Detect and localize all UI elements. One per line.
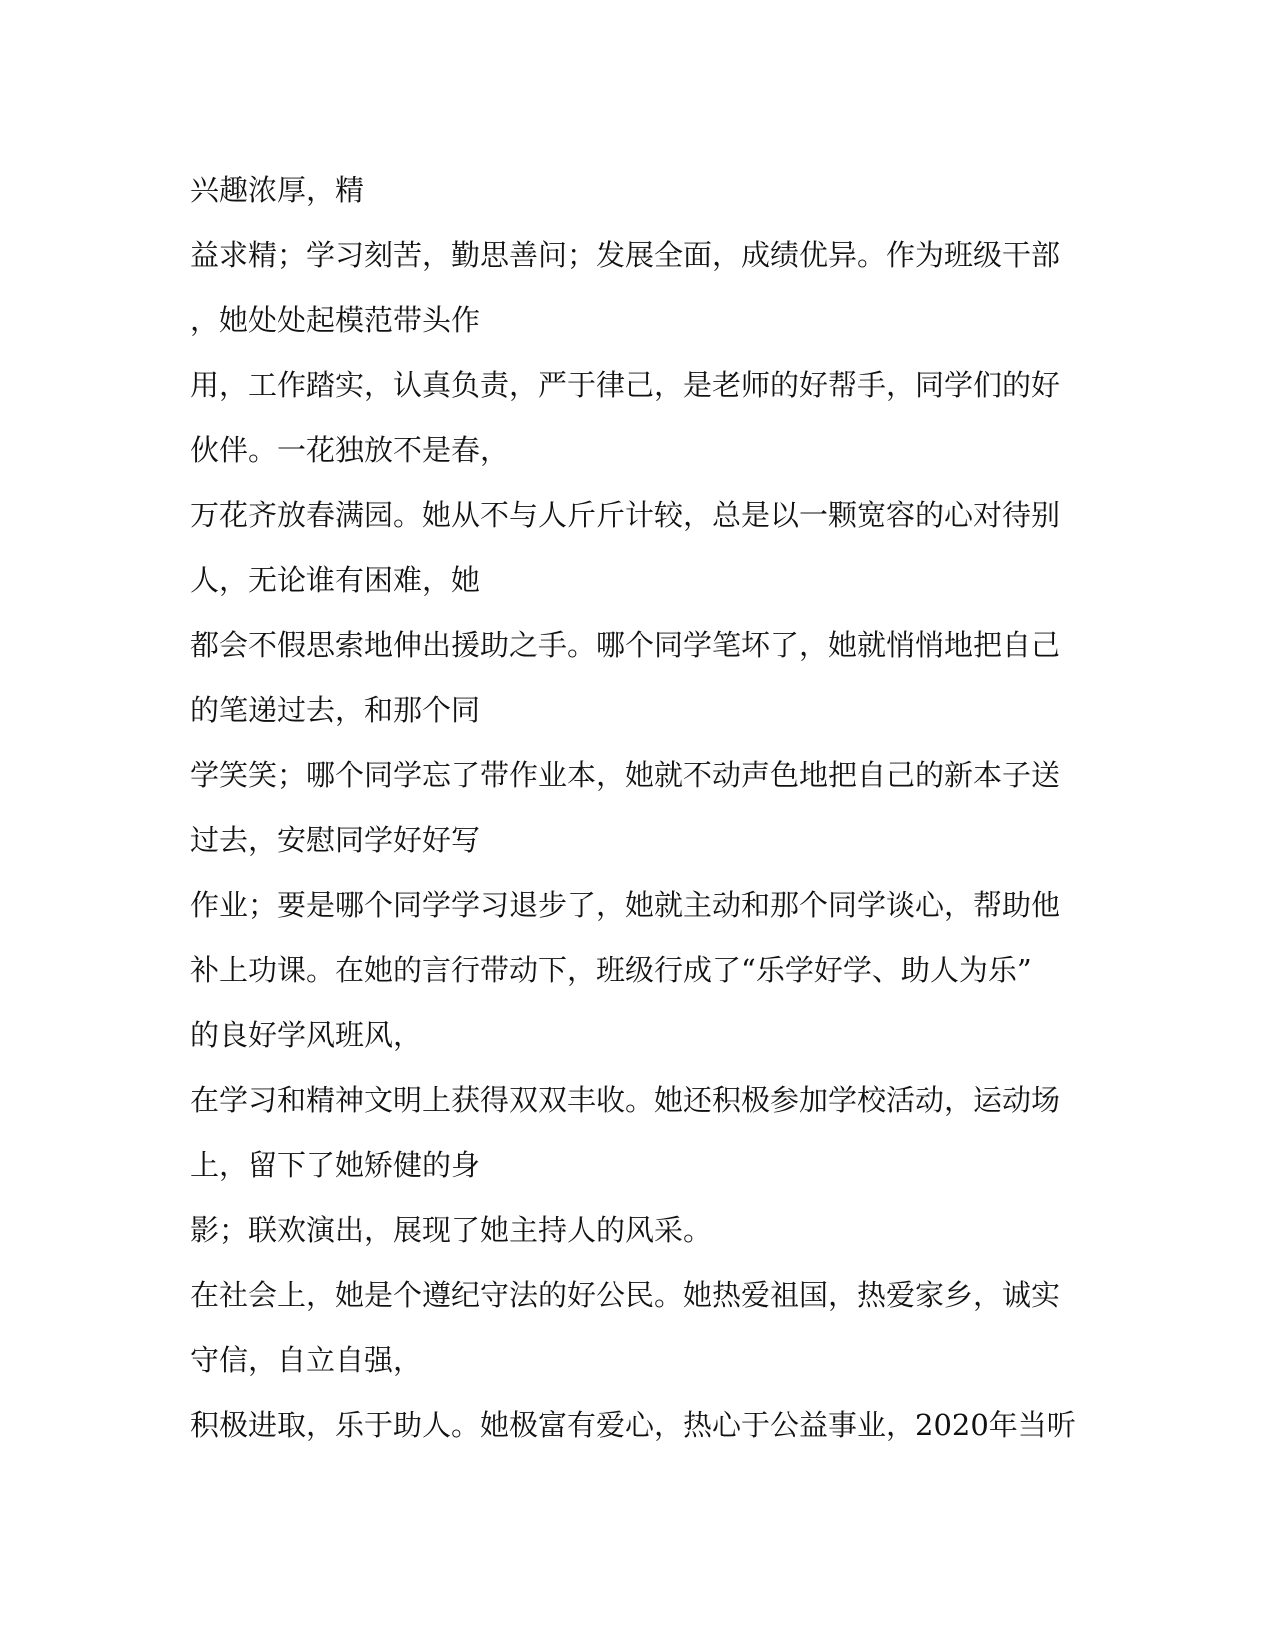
text-line: 过去，安慰同学好好写 — [190, 823, 481, 857]
text-line: 作业；要是哪个同学学习退步了，她就主动和那个同学谈心，帮助他 — [190, 888, 1061, 922]
text-line: 上，留下了她矫健的身 — [190, 1148, 481, 1182]
text-line: 守信，自立自强， — [190, 1343, 423, 1377]
text-line: 兴趣浓厚，精 — [190, 173, 365, 207]
text-line: ，她处处起模范带头作 — [190, 303, 481, 337]
text-line: 人，无论谁有困难，她 — [190, 563, 481, 597]
text-line: 学笑笑；哪个同学忘了带作业本，她就不动声色地把自己的新本子送 — [190, 758, 1061, 792]
body-text — [190, 158, 1076, 1458]
text-line: 伙伴。一花独放不是春， — [190, 433, 510, 467]
text-line: 的良好学风班风， — [190, 1018, 423, 1052]
text-line: 万花齐放春满园。她从不与人斤斤计较，总是以一颗宽容的心对待别 — [190, 498, 1061, 532]
text-line: 益求精；学习刻苦，勤思善问；发展全面，成绩优异。作为班级干部 — [190, 238, 1061, 272]
text-line: 用，工作踏实，认真负责，严于律己，是老师的好帮手，同学们的好 — [190, 368, 1061, 402]
text-line: 积极进取，乐于助人。她极富有爱心，热心于公益事业，2020年当听 — [190, 1408, 1076, 1442]
text-line: 在社会上，她是个遵纪守法的好公民。她热爱祖国，热爱家乡，诚实 — [190, 1278, 1061, 1312]
text-line: 都会不假思索地伸出援助之手。哪个同学笔坏了，她就悄悄地把自己 — [190, 628, 1061, 662]
text-line: 在学习和精神文明上获得双双丰收。她还积极参加学校活动，运动场 — [190, 1083, 1061, 1117]
text-line: 的笔递过去，和那个同 — [190, 693, 481, 727]
text-line: 影；联欢演出，展现了她主持人的风采。 — [190, 1213, 713, 1247]
text-line: 补上功课。在她的言行带动下，班级行成了“乐学好学、助人为乐” — [190, 953, 1032, 987]
